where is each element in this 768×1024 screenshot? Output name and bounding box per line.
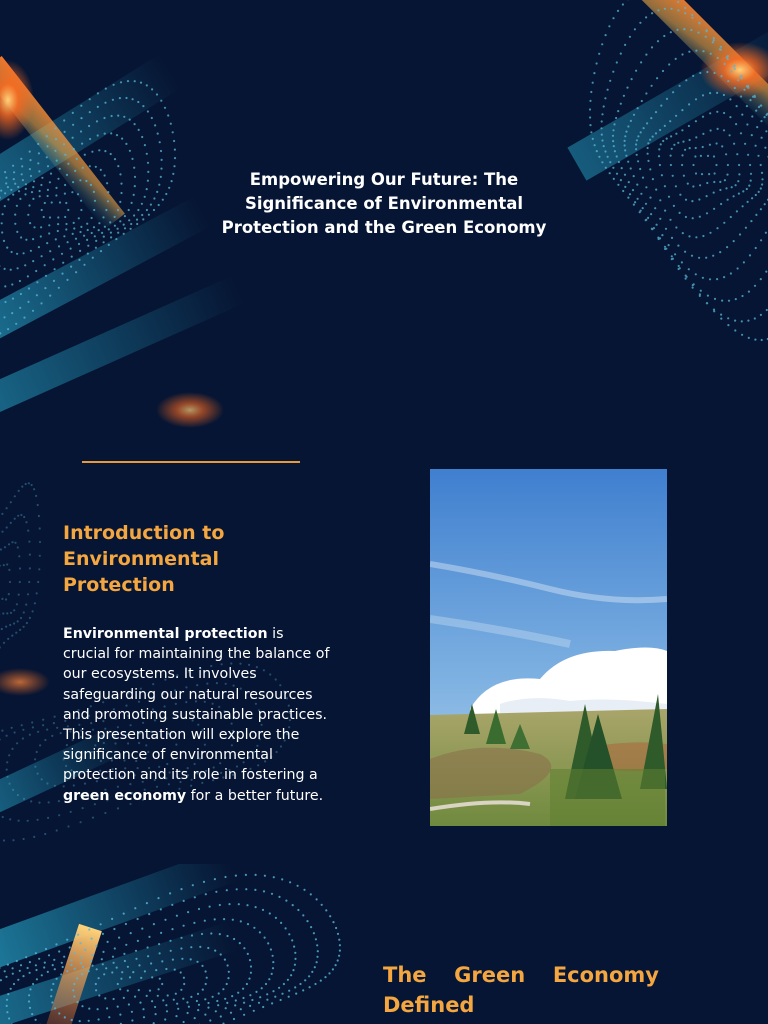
- title-slide: [0, 0, 768, 432]
- green-economy-heading-line2: Defined: [383, 993, 475, 1017]
- green-economy-heading: [383, 960, 659, 1020]
- landscape-photo: [430, 469, 667, 826]
- intro-heading: Introduction to Environmental Protection: [63, 522, 225, 596]
- intro-text-part2: for a better future.: [186, 787, 324, 804]
- green-economy-heading-line1: The Green Economy: [383, 963, 659, 987]
- accent-divider: [82, 461, 300, 463]
- intro-text-part1: is crucial for maintaining the balance of our ecosystems. It involves safeguarding our natural resources and promoting sustainable practices. This presentation will explore the significance of environmental protection and its role in fostering a: [63, 626, 330, 784]
- slide-title: Empowering Our Future: The Significance of Environmental Protection and the Green Economy: [221, 170, 547, 237]
- bold-green-economy: green economy: [63, 787, 187, 804]
- green-economy-slide: [0, 864, 768, 1024]
- bold-environmental-protection: Environmental protection: [63, 626, 268, 642]
- intro-paragraph: [63, 624, 331, 806]
- intro-slide: [0, 432, 768, 864]
- landscape-image: [430, 469, 667, 826]
